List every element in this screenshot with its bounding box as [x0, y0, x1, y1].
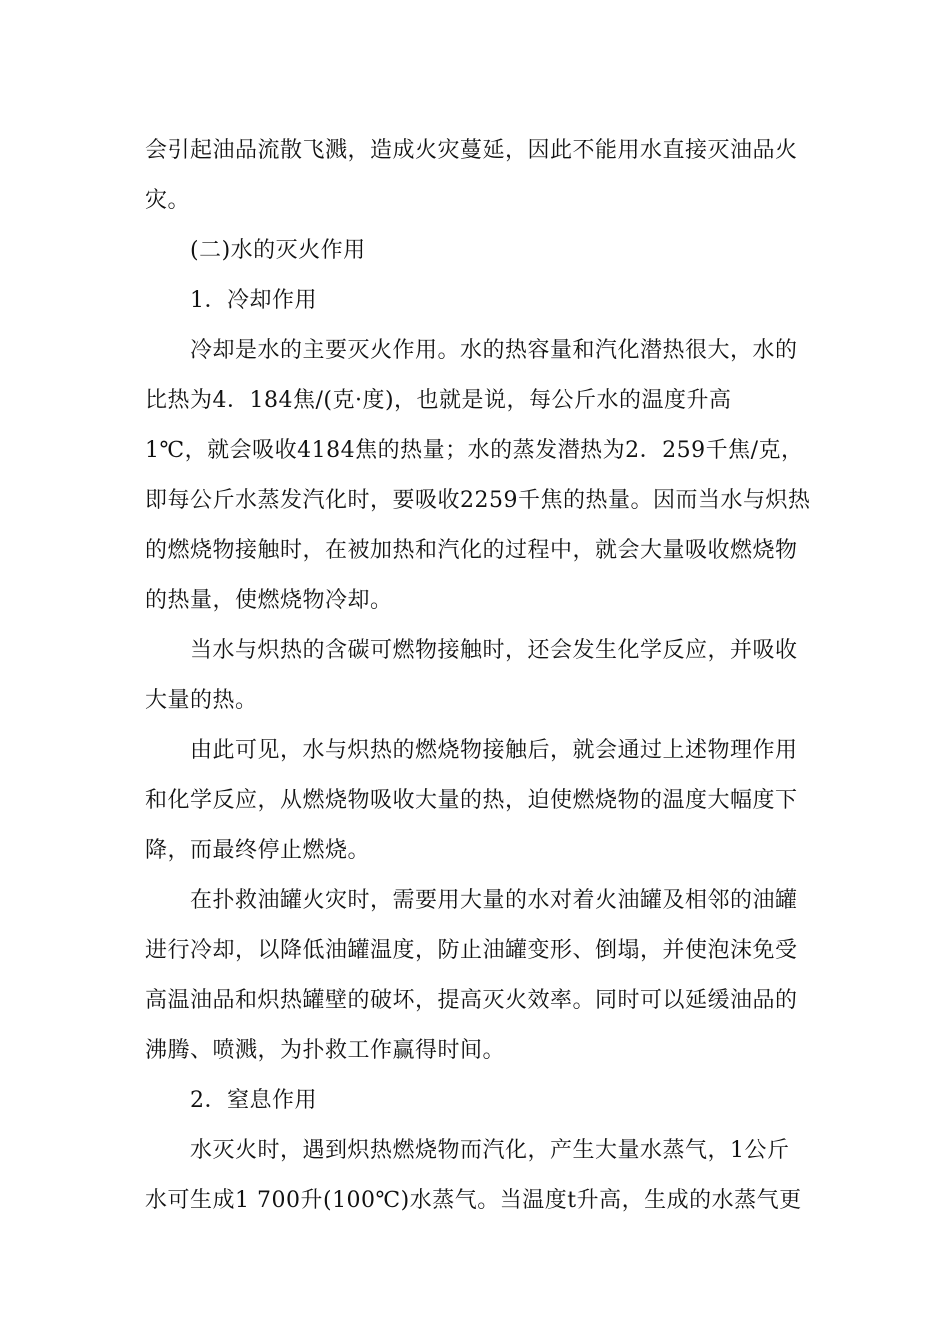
text-line: 即每公斤水蒸发汽化时，要吸收2259千焦的热量。因而当水与炽热 [145, 488, 811, 513]
text-line: 的燃烧物接触时，在被加热和汽化的过程中，就会大量吸收燃烧物 [145, 538, 798, 563]
text-line: 大量的热。 [145, 688, 258, 713]
text-line: 冷却是水的主要灭火作用。水的热容量和汽化潜热很大，水的 [190, 338, 798, 363]
text-line: 高温油品和炽热罐壁的破坏，提高灭火效率。同时可以延缓油品的 [145, 988, 798, 1013]
text-line: 进行冷却，以降低油罐温度，防止油罐变形、倒塌，并使泡沫免受 [145, 938, 798, 963]
section-heading: (二)水的灭火作用 [190, 238, 366, 263]
text-line: 和化学反应，从燃烧物吸收大量的热，迫使燃烧物的温度大幅度下 [145, 788, 798, 813]
text-line: 比热为4．184焦/(克·度)，也就是说，每公斤水的温度升高 [145, 388, 732, 413]
text-line: 灾。 [145, 188, 191, 213]
subsection-heading: 2．窒息作用 [190, 1088, 317, 1113]
text-line: 1℃，就会吸收4184焦的热量；水的蒸发潜热为2．259千焦/克， [145, 438, 804, 463]
text-line: 降，而最终停止燃烧。 [145, 838, 371, 863]
text-line: 在扑救油罐火灾时，需要用大量的水对着火油罐及相邻的油罐 [190, 888, 798, 913]
text-line: 当水与炽热的含碳可燃物接触时，还会发生化学反应，并吸收 [190, 638, 798, 663]
text-line: 的热量，使燃烧物冷却。 [145, 588, 393, 613]
text-line: 沸腾、喷溅，为扑救工作赢得时间。 [145, 1038, 506, 1063]
text-line: 水可生成1 700升(100℃)水蒸气。当温度t升高，生成的水蒸气更 [145, 1188, 802, 1213]
subsection-heading: 1．冷却作用 [190, 288, 317, 313]
text-line: 水灭火时，遇到炽热燃烧物而汽化，产生大量水蒸气，1公斤 [190, 1138, 790, 1163]
text-line: 由此可见，水与炽热的燃烧物接触后，就会通过上述物理作用 [190, 738, 798, 763]
text-line: 会引起油品流散飞溅，造成火灾蔓延，因此不能用水直接灭油品火 [145, 138, 798, 163]
